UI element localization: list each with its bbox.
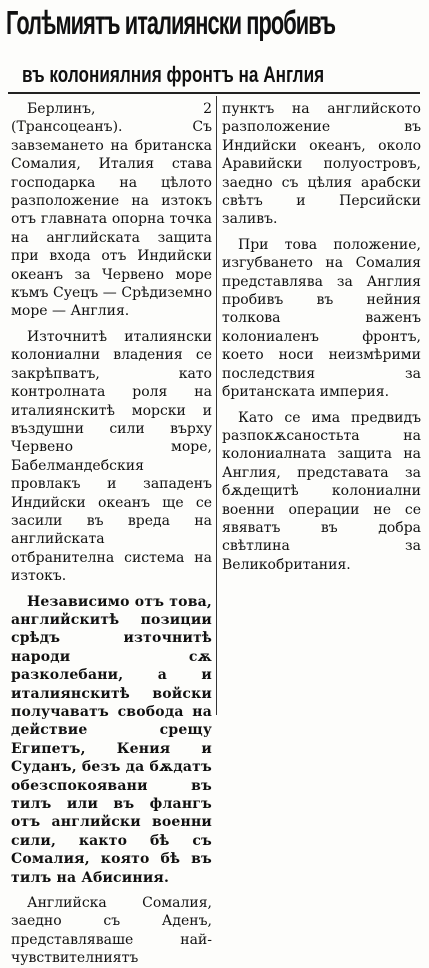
headline: Голѣмиятъ италиянски пробивъ: [6, 4, 336, 41]
subheadline: въ колониялния фронтъ на Англия: [22, 62, 325, 87]
column-divider: [216, 96, 217, 715]
right-column: [222, 100, 421, 574]
paragraph-continued: пунктъ на английското разположение въ Индийски океанъ, около Аравийски полуостровъ, заедно съ цѣлия арабски свѣтъ и Персийски заливъ.: [222, 101, 421, 228]
paragraph: Източнитѣ италиянски колониални владения се закрѣпватъ, като контролната роля на италиянскитѣ морски и въздушни сили върху Червено море, Бабелмандебския провлакъ и западенъ Индийски океанъ ще се засили въ вреда на английската отбранителна система на изтокъ.: [11, 328, 212, 585]
paragraph: Независимо отъ това, английскитѣ позиции срѣдъ източнитѣ народи сѫ разколебани, а и италиянскитѣ войски получаватъ свобода на действие срещу Египетъ, Кения и Суданъ, безъ да бѫдатъ обезспокоявани въ тилъ или въ флангъ отъ английски военни сили, както бѣ съ Сомалия, която бѣ въ тилъ на Абисиния.: [11, 593, 213, 886]
paragraph: Английска Сомалия, заедно съ Аденъ, представляваше най-чувствителниятъ: [11, 895, 212, 967]
paragraph: При това положение, изгубването на Сомалия представлява за Англия пробивъ въ нейния толкова важенъ колониаленъ фронтъ, което носи неизмѣрими последствия за британската империя.: [222, 236, 421, 401]
left-column: [11, 100, 212, 968]
headline-rule: [8, 92, 420, 94]
paragraph-dateline: Берлинъ, 2 (Трансоцеанъ). Съ завземането на британска Сомалия, Италия става господарка на цѣлото разположение на изтокъ отъ главната опорна точка на английската защита при входа отъ Индийски океанъ за Червено море къмъ Суецъ — Срѣдиземно море — Англия.: [11, 101, 212, 320]
paragraph: Като се има предвидъ разпокѫсаностьта на колониалната защита на Англия, представата за бѫдещитѣ колониални военни операции не се явяватъ въ добра свѣтлина за Великобритания.: [222, 409, 421, 573]
